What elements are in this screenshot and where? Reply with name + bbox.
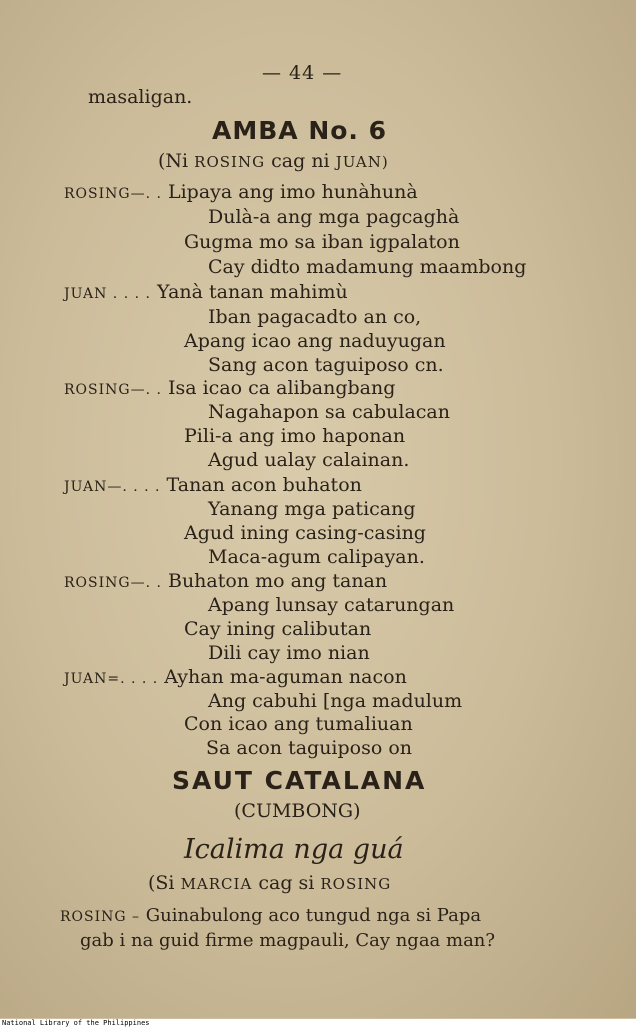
song-title: SAUT CATALANA	[172, 766, 427, 795]
subtitle-mid: cag si	[258, 872, 315, 894]
subtitle-open: (Si	[148, 872, 175, 894]
verse-line: Pili-a ang imo haponan	[184, 425, 406, 447]
verse-text: Isa icao ca alibangbang	[167, 377, 396, 399]
verse-line: Dulà-a ang mga pagcaghà	[208, 206, 460, 228]
verse-line: Ang cabuhi [nga madulum	[208, 690, 463, 712]
verse-line: Iban pagacadto an co,	[208, 306, 422, 328]
subtitle-mid: cag	[271, 150, 306, 172]
verse-line	[64, 181, 418, 203]
dialog-text: Guinabulong aco tungud nga si Papa	[145, 905, 482, 926]
verse-line: Gugma mo sa iban igpalaton	[184, 231, 460, 253]
speaker-label: JUAN . . . .	[64, 286, 151, 302]
verse-text: Ayhan ma-aguman nacon	[164, 666, 407, 688]
verse-line: Sa acon taguiposo on	[206, 737, 413, 759]
section-heading: Icalima nga guá	[184, 834, 404, 865]
verse-line: Nagahapon sa cabulacan	[208, 401, 450, 423]
verse-line: Agud ining casing-casing	[184, 522, 426, 544]
subtitle-ni: ni	[311, 150, 330, 172]
verse-line: Maca-agum calipayan.	[208, 546, 425, 568]
verse-line: Dili cay imo nian	[208, 642, 370, 664]
footer-credit: National Library of the Philippines	[0, 1019, 636, 1028]
verse-line: Cay didto madamung maambong	[208, 256, 527, 278]
dialog-line: gab i na guid firme magpauli, Cay ngaa man?	[80, 930, 496, 951]
verse-line: Apang icao ang naduyugan	[184, 330, 446, 352]
song-title: AMBA No. 6	[212, 116, 388, 145]
dialog-line	[60, 905, 481, 926]
verse-text: Buhaton mo ang tanan	[167, 570, 388, 592]
song-subtitle: (CUMBONG)	[234, 800, 361, 822]
verse-line: Cay ining calibutan	[184, 618, 372, 640]
verse-line: Agud ualay calainan.	[208, 449, 410, 471]
song-subtitle	[158, 150, 389, 172]
subtitle-name-a: MARCIA	[180, 875, 253, 893]
subtitle-name-b: ROSING	[320, 875, 392, 893]
verse-line	[64, 377, 395, 399]
subtitle-name-b: JUAN)	[335, 153, 389, 171]
speaker-label: JUAN—. . . .	[64, 479, 161, 495]
page-number: — 44 —	[262, 62, 343, 84]
verse-line: Sang acon taguiposo cn.	[208, 354, 444, 376]
speaker-label: JUAN=. . . .	[64, 671, 159, 687]
subtitle-name-a: ROSING	[194, 153, 266, 171]
verse-line	[64, 281, 348, 303]
subtitle-open: (Ni	[158, 150, 189, 172]
speaker-label: ROSING—. .	[64, 382, 162, 398]
continuation-text: masaligan.	[88, 86, 193, 108]
verse-text: Tanan acon buhaton	[166, 474, 362, 496]
verse-line	[64, 666, 407, 688]
verse-text: Lipaya ang imo hunàhunà	[167, 181, 418, 203]
speaker-label: ROSING—. .	[64, 575, 162, 591]
verse-line: Apang lunsay catarungan	[208, 594, 455, 616]
verse-line	[64, 570, 387, 592]
song-subtitle	[148, 872, 391, 894]
speaker-label: ROSING—. .	[64, 186, 162, 202]
verse-line: Con icao ang tumaliuan	[184, 713, 413, 735]
speaker-label: ROSING –	[60, 909, 141, 925]
verse-text: Yanà tanan mahimù	[157, 281, 348, 303]
verse-line	[64, 474, 362, 496]
verse-line: Yanang mga paticang	[208, 498, 416, 520]
